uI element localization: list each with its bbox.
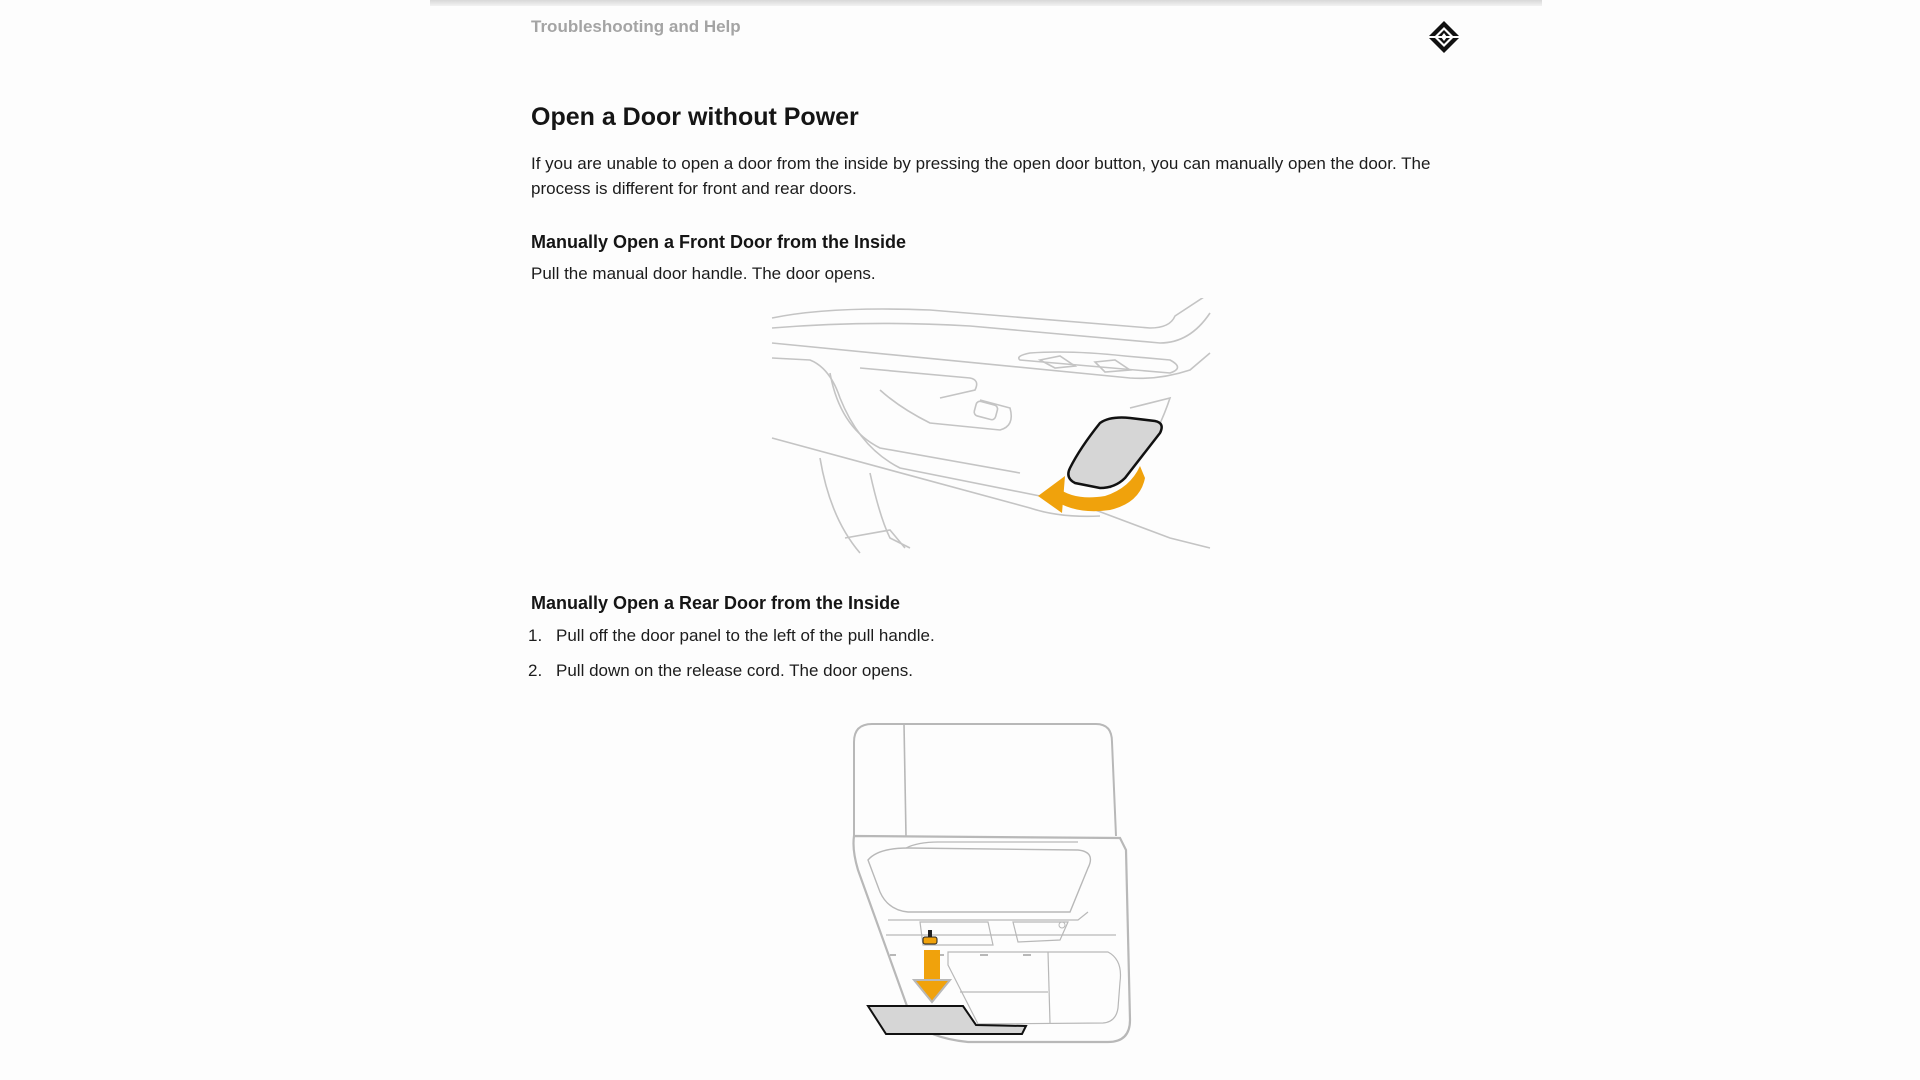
rear-door-heading: Manually Open a Rear Door from the Inside <box>531 593 901 613</box>
step-number: 2. <box>528 661 543 680</box>
running-head: Troubleshooting and Help <box>531 17 741 36</box>
front-door-illustration <box>770 298 1220 558</box>
brand-logo-icon <box>1427 20 1461 54</box>
rear-door-steps <box>528 625 935 695</box>
step-item <box>528 625 935 660</box>
step-number: 1. <box>528 626 543 645</box>
page-top-edge <box>430 0 1542 6</box>
step-item <box>528 660 935 695</box>
front-door-instruction: Pull the manual door handle. The door opens. <box>531 264 876 283</box>
rear-door-illustration <box>848 720 1138 1050</box>
page-title: Open a Door without Power <box>531 103 859 131</box>
step-text: Pull down on the release cord. The door opens. <box>556 661 913 680</box>
front-door-heading: Manually Open a Front Door from the Inside <box>531 232 907 252</box>
step-text: Pull off the door panel to the left of the pull handle. <box>556 626 935 645</box>
intro-paragraph: If you are unable to open a door from the inside by pressing the open door button, you can manually open the door. The process is different for front and rear doors. <box>531 154 1431 198</box>
